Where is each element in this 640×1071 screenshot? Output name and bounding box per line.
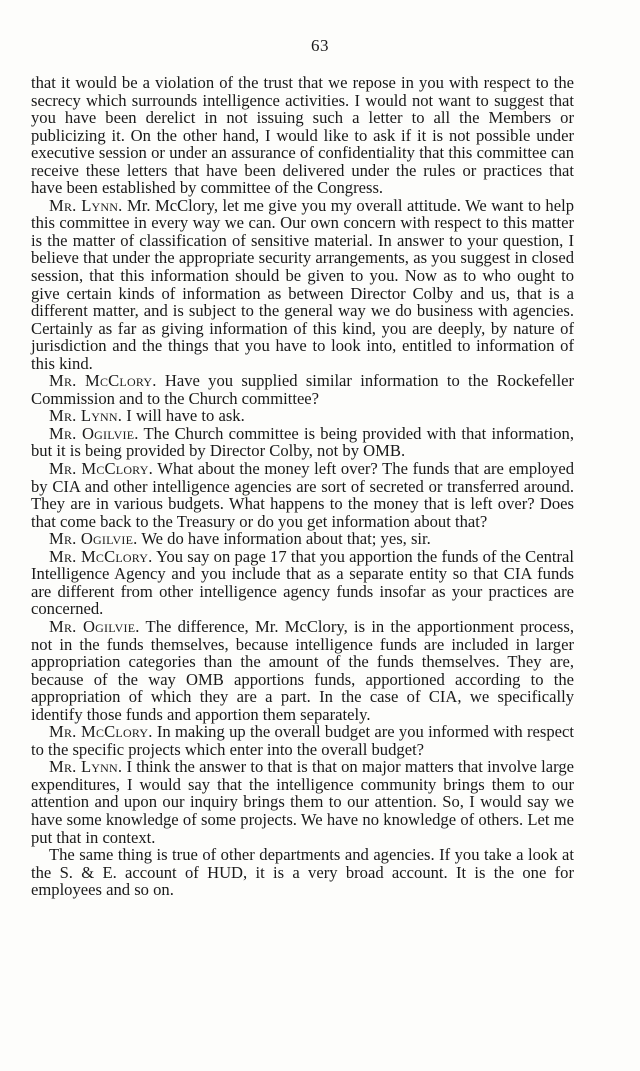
paragraph-text: I will have to ask. xyxy=(122,406,245,426)
paragraph xyxy=(31,197,574,372)
paragraph xyxy=(31,460,574,530)
paragraph-text: The difference, Mr. McClory, is in the apportionment process, not in the funds themselves, because intelligence funds are included in larger appropriation categories than the amount of the funds themselves. They are, because of the way OMB apportions funds, apportioned according to the appropriation of which they are a part. In the case of CIA, we specifically identify those funds and apportion them separately. xyxy=(31,616,574,724)
paragraph xyxy=(31,425,574,460)
speaker-name: Mr. Ogilvie. xyxy=(49,616,140,636)
paragraph xyxy=(31,548,574,618)
speaker-name: Mr. Lynn. xyxy=(49,406,123,426)
paragraph-text: I think the answer to that is that on major matters that involve large expenditures, I would say that the intelligence community brings them to our attention and upon our inquiry brings them to our attention. So, I would say we have some knowledge of some projects. We have no knowledge of others. Let me put that in context. xyxy=(31,757,575,847)
paragraph-text: The Church committee is being provided with that information, but it is being provided by Director Colby, not by OMB. xyxy=(31,423,574,461)
page-number: 63 xyxy=(311,36,329,55)
paragraph xyxy=(31,618,574,723)
paragraph-text: In making up the overall budget are you informed with respect to the specific projects which enter into the overall budget? xyxy=(31,722,574,759)
paragraph-text: that it would be a violation of the trust that we repose in you with respect to the secrecy which surrounds intelligence activities. I would not want to suggest that you have been derelict in not issuing such a letter to all the Members or publicizing it. On the other hand, I would like to ask if it is not possible under executive session or under an assurance of confidentiality that this committee can receive these letters that have been delivered under the rules or practices that have been established by committee of the Congress. xyxy=(31,73,574,198)
speaker-name: Mr. Lynn. xyxy=(49,195,123,215)
paragraph xyxy=(31,846,574,899)
paragraph-text: You say on page 17 that you apportion the funds of the Central Intelligence Agency and you include that as a separate entity so that CIA funds are different from other intelligence agency funds insofar as your practices are concerned. xyxy=(31,546,575,619)
paragraph-text: Have you supplied similar information to the Rockefeller Commission and to the Church committee? xyxy=(31,371,574,408)
speaker-name: Mr. McClory. xyxy=(49,546,153,566)
paragraph-text: We do have information about that; yes, sir. xyxy=(137,529,431,549)
speaker-name: Mr. Lynn. xyxy=(49,757,123,777)
speaker-name: Mr. McClory. xyxy=(49,459,153,479)
paragraph-text: The same thing is true of other departments and agencies. If you take a look at the S. & E. account of HUD, it is a very broad account. It is the one for employees and so on. xyxy=(31,845,574,900)
paragraph xyxy=(31,407,574,425)
paragraph xyxy=(31,372,574,407)
transcript-body xyxy=(31,74,574,899)
paragraph xyxy=(31,758,574,846)
paragraph-text: What about the money left over? The funds that are employed by CIA and other intelligence agencies are sort of secreted or transferred around. They are in various budgets. What happens to the money that is left over? Does that come back to the Treasury or do you get information about that? xyxy=(31,459,575,531)
speaker-name: Mr. Ogilvie. xyxy=(49,529,138,549)
paragraph xyxy=(31,723,574,758)
paragraph xyxy=(31,530,574,548)
speaker-name: Mr. Ogilvie. xyxy=(49,423,139,443)
paragraph xyxy=(31,74,574,197)
speaker-name: Mr. McClory. xyxy=(49,371,157,391)
paragraph-text: Mr. McClory, let me give you my overall attitude. We want to help this committee in every way we can. Our own concern with respect to this matter is the matter of classification of sensitive material. In answer to your question, I believe that under the appropriate security arrangements, as you suggest in closed session, that this information should be given to you. Now as to who ought to give certain kinds of information as between Director Colby and us, that is a different matter, and is subject to the general way we do business with agencies. Certainly as far as giving information of this kind, you are deeply, by nature of jurisdiction and the things that you have to look into, entitled to information of this kind. xyxy=(31,195,574,373)
speaker-name: Mr. McClory. xyxy=(49,722,153,742)
